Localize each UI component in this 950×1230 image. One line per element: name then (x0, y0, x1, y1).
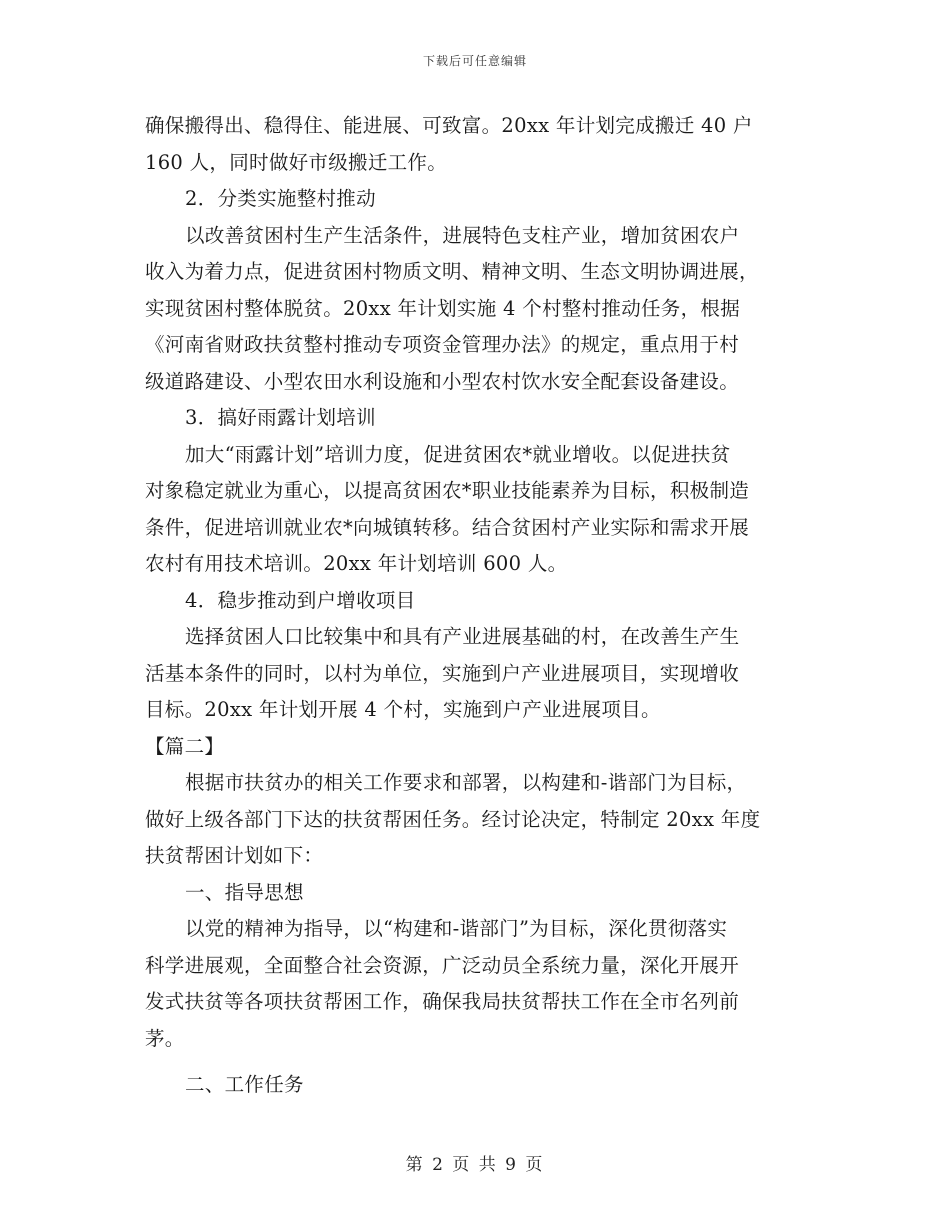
section-heading: 二、工作任务 (185, 1073, 304, 1096)
paragraph-line: 茅。 (145, 1026, 185, 1050)
paragraph-line: 目标。20xx 年计划开展 4 个村，实施到户产业进展项目。 (145, 698, 661, 721)
paragraph-line: 做好上级各部门下达的扶贫帮困任务。经讨论决定，特制定 20xx 年度 (145, 807, 761, 831)
paragraph-line: 扶贫帮困计划如下： (145, 844, 324, 867)
paragraph-line: 实现贫困村整体脱贫。20xx 年计划实施 4 个村整村推动任务，根据 (145, 296, 741, 320)
paragraph-line: 活基本条件的同时，以村为单位，实施到户产业进展项目，实现增收 (145, 661, 740, 685)
paragraph-line: 级道路建设、小型农田水利设施和小型农村饮水安全配套设备建设。 (145, 369, 740, 393)
paragraph-line: 160 人，同时做好市级搬迁工作。 (145, 150, 448, 174)
paragraph-line: 选择贫困人口比较集中和具有产业进展基础的村，在改善生产生 (185, 625, 740, 648)
section-heading: 一、指导思想 (185, 880, 304, 904)
page-number: 第 2 页 共 9 页 (405, 1155, 545, 1175)
section-heading: 4．稳步推动到户增收项目 (185, 588, 416, 612)
paragraph-line: 加大“雨露计划”培训力度，促进贫困农*就业增收。以促进扶贫 (185, 442, 731, 466)
paragraph-line: 对象稳定就业为重心，以提高贫困农*职业技能素养为目标，积极制造 (145, 479, 750, 502)
page-header-note: 下载后可任意编辑 (422, 54, 527, 68)
paragraph-line: 以改善贫困村生产生活条件，进展特色支柱产业，增加贫困农户 (185, 223, 740, 247)
section-heading: 2．分类实施整村推动 (185, 187, 376, 210)
paragraph-line: 科学进展观，全面整合社会资源，广泛动员全系统力量，深化开展开 (145, 953, 740, 977)
part-heading: 【篇二】 (145, 734, 225, 758)
paragraph-line: 发式扶贫等各项扶贫帮困工作，确保我局扶贫帮扶工作在全市名列前 (145, 990, 740, 1013)
paragraph-line: 农村有用技术培训。20xx 年计划培训 600 人。 (145, 552, 568, 575)
paragraph-line: 根据市扶贫办的相关工作要求和部署，以构建和-谐部门为目标， (185, 771, 747, 794)
section-heading: 3．搞好雨露计划培训 (185, 406, 376, 429)
paragraph-line: 以党的精神为指导，以“构建和-谐部门”为目标，深化贯彻落实 (185, 917, 728, 940)
paragraph-line: 确保搬得出、稳得住、能进展、可致富。20xx 年计划完成搬迁 40 户 (145, 114, 753, 137)
paragraph-line: 条件，促进培训就业农*向城镇转移。结合贫困村产业实际和需求开展 (145, 515, 750, 539)
paragraph-line: 收入为着力点，促进贫困村物质文明、精神文明、生态文明协调进展， (145, 260, 759, 283)
paragraph-line: 《河南省财政扶贫整村推动专项资金管理办法》的规定，重点用于村 (145, 333, 740, 356)
document-body (145, 108, 810, 1104)
